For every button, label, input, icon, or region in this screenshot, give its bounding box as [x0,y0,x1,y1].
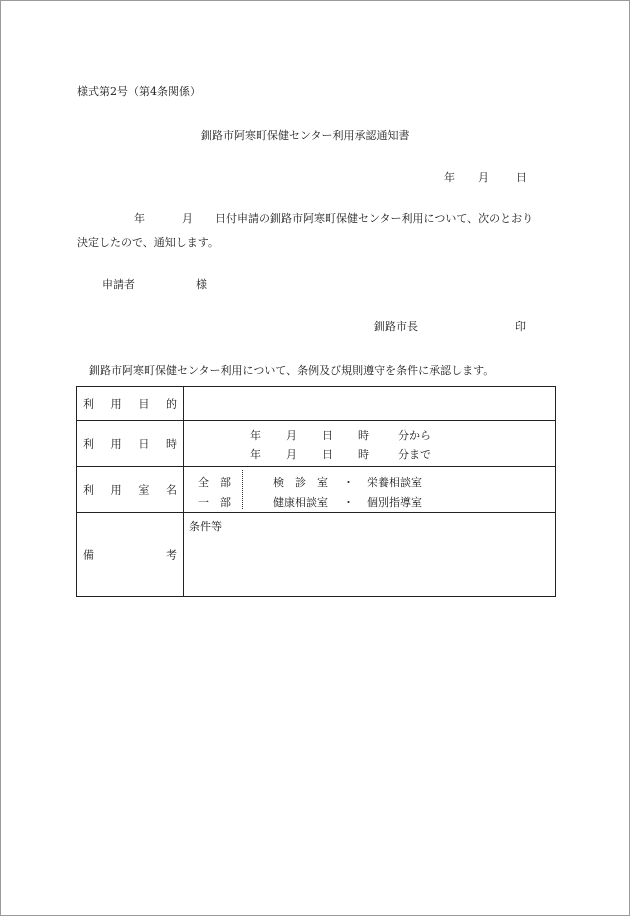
datetime-label: 利 用 日 時 [77,421,184,467]
room-row [77,467,556,513]
applicant-label: 申請者 [102,278,135,291]
datetime-row [77,421,556,467]
date-day: 日 [516,171,527,184]
body-year: 年 [134,212,145,225]
form-number: 様式第2号（第4条関係） [77,85,201,98]
rooms-row-2[interactable]: 健康相談室 ・ 個別指導室 [273,496,422,509]
body-line-2: 決定したので、通知します。 [77,236,219,249]
remarks-row [77,513,556,597]
purpose-value[interactable] [184,387,556,421]
date-month: 月 [478,171,489,184]
purpose-label: 利 用 目 的 [77,387,184,421]
scope-all[interactable]: 全 部 [198,476,231,489]
body-rest: 日付申請の釧路市阿寒町保健センター利用について、次のとおり [215,212,534,225]
applicant-suffix: 様 [196,278,207,291]
remarks-text: 条件等 [189,520,222,533]
details-table [76,386,556,597]
body-line-1 [134,213,533,224]
date-year: 年 [444,171,455,184]
body-month: 月 [182,212,193,225]
datetime-value[interactable] [184,421,556,467]
purpose-row [77,387,556,421]
seal-mark: 印 [515,320,526,333]
datetime-from: 年 月 日 時 分から [250,429,431,442]
issuer-name: 釧路市長 [374,320,418,333]
remarks-label: 備 考 [77,513,184,597]
scope-part[interactable]: 一 部 [198,496,231,509]
approval-statement: 釧路市阿寒町保健センター利用について、条例及び規則遵守を条件に承認します。 [89,364,495,377]
issue-date [444,172,527,183]
room-label: 利 用 室 名 [77,467,184,513]
rooms-row-1[interactable]: 検 診 室 ・ 栄養相談室 [273,476,422,489]
remarks-value[interactable] [184,513,556,597]
document-title: 釧路市阿寒町保健センター利用承認通知書 [201,129,410,142]
dotted-divider [242,470,243,509]
room-value [184,467,556,513]
datetime-to: 年 月 日 時 分まで [250,448,431,461]
